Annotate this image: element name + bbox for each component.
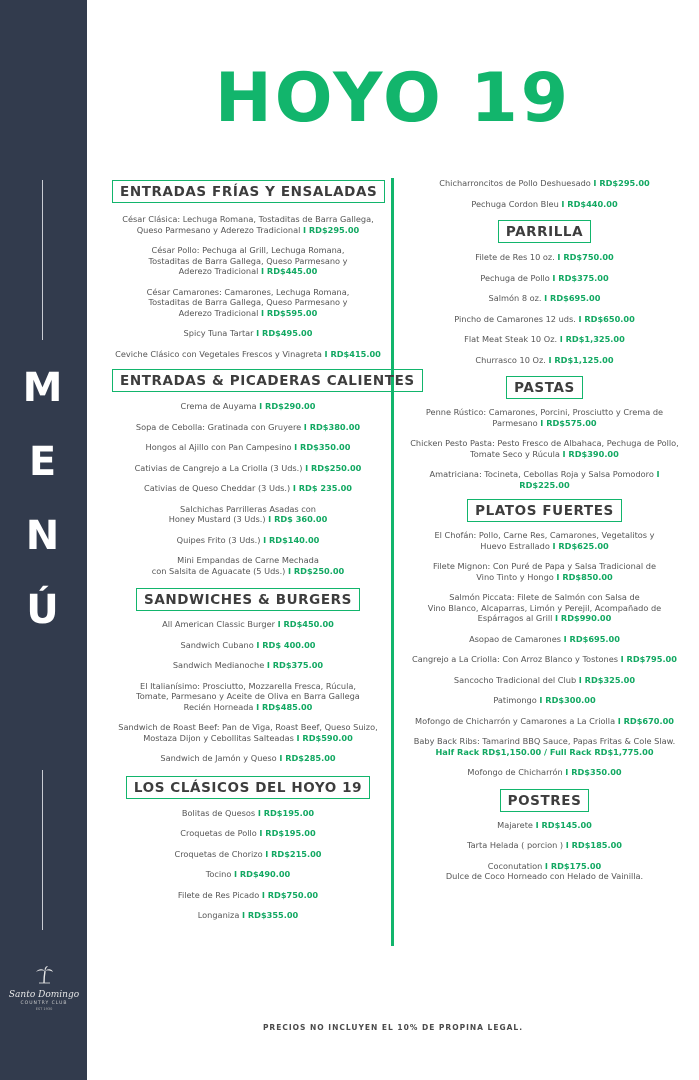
logo-script: Santo Domingo <box>8 990 80 1000</box>
menu-item: Cativias de Queso Cheddar (3 Uds.) I RD$ 235.00 <box>144 483 352 493</box>
menu-item: Pincho de Camarones 12 uds. I RD$650.00 <box>454 313 635 324</box>
menu-item: Majarete I RD$145.00 <box>497 819 592 830</box>
menu-item: Filete de Res 10 oz. I RD$750.00 <box>475 252 614 262</box>
menu-item: Asopao de Camarones I RD$695.00 <box>469 633 620 644</box>
left-column <box>112 178 415 921</box>
menu-item: Bolitas de Quesos I RD$195.00 <box>181 807 315 818</box>
menu-item: Salmón Piccata: Filete de Salmón con Salsa de Vino Blanco, Alcaparras, Limón y Perejil, Acompañado de Espárragos al Grill I RD$990.00 <box>427 592 662 623</box>
section-entradas-calientes <box>112 401 384 576</box>
menu-item: Mofongo de Chicharrón y Camarones a La Criolla I RD$670.00 <box>415 715 674 726</box>
menu-item: Pechuga Cordon Bleu I RD$440.00 <box>471 198 618 209</box>
menu-item: Spicy Tuna Tartar I RD$495.00 <box>183 328 313 338</box>
section-title-platos-fuertes: PLATOS FUERTES <box>467 499 622 522</box>
menu-item: Croquetas de Pollo I RD$195.00 <box>180 828 316 838</box>
right-column <box>403 178 686 882</box>
section-clasicos <box>112 808 384 921</box>
section-title-postres: POSTRES <box>500 789 590 812</box>
sidebar <box>0 0 87 1080</box>
section-title-sandwiches: SANDWICHES & BURGERS <box>136 588 360 611</box>
section-title-entradas-calientes: ENTRADAS & PICADERAS CALIENTES <box>112 369 423 392</box>
menu-item: Sandwich de Roast Beef: Pan de Viga, Roast Beef, Queso Suizo, Mostaza Dijon y Cebollitas Salteadas I RD$590.00 <box>118 722 378 743</box>
menu-item: Crema de Auyama I RD$290.00 <box>180 401 316 411</box>
menu-item: Coconutation I RD$175.00 Dulce de Coco Horneado con Helado de Vainilla. <box>445 860 644 881</box>
menu-item: Longaniza I RD$355.00 <box>197 910 299 920</box>
section-top-items <box>403 178 686 209</box>
menu-item: César Pollo: Pechuga al Grill, Lechuga Romana, Tostaditas de Barra Gallega, Queso Parmesano y Aderezo Tradicional I RD$445.00 <box>148 245 348 276</box>
section-entradas-frias <box>112 214 384 359</box>
club-logo <box>8 966 80 1011</box>
menu-item: All American Classic Burger I RD$450.00 <box>162 619 334 629</box>
logo-est: EST 1930 <box>35 1007 53 1011</box>
sidebar-letter: E <box>28 439 59 485</box>
sidebar-vertical-title <box>0 365 87 633</box>
menu-item: Sancocho Tradicional del Club I RD$325.00 <box>453 674 636 685</box>
section-pastas <box>403 407 686 490</box>
menu-item: Mofongo de Chicharrón I RD$350.00 <box>467 767 622 777</box>
section-parrilla <box>403 252 686 365</box>
sidebar-letter: M <box>22 365 65 411</box>
menu-item: El Italianísimo: Prosciutto, Mozzarella Fresca, Rúcula, Tomate, Parmesano y Aceite de Oliva en Barra Gallega Recién Horneada I RD$485.00 <box>136 680 360 712</box>
sidebar-divider-top <box>42 180 43 340</box>
footer-note: PRECIOS NO INCLUYEN EL 10% DE PROPINA LEGAL. <box>262 1023 524 1032</box>
menu-item: Patimongo I RD$300.00 <box>493 695 596 705</box>
section-title-entradas-frias: ENTRADAS FRÍAS Y ENSALADAS <box>112 180 385 203</box>
menu-item: Sandwich de Jamón y Queso I RD$285.00 <box>160 753 336 763</box>
section-title-clasicos: LOS CLÁSICOS DEL HOYO 19 <box>126 776 370 799</box>
menu-item: Ceviche Clásico con Vegetales Frescos y Vinagreta I RD$415.00 <box>115 348 381 359</box>
menu-item: Chicken Pesto Pasta: Pesto Fresco de Albahaca, Pechuga de Pollo, Tomate Seco y Rúcula I RD$390.00 <box>410 438 679 459</box>
menu-item: Sopa de Cebolla: Gratinada con Gruyere I RD$380.00 <box>135 421 361 432</box>
menu-item: Penne Rústico: Camarones, Porcini, Prosciutto y Crema de Parmesano I RD$575.00 <box>425 407 664 428</box>
menu-item: Churrasco 10 Oz. I RD$1,125.00 <box>475 354 614 365</box>
menu-item: Salchichas Parrilleras Asadas con Honey Mustard (3 Uds.) I RD$ 360.00 <box>168 503 328 524</box>
menu-item: Chicharroncitos de Pollo Deshuesado I RD$295.00 <box>439 178 650 188</box>
menu-item: Baby Back Ribs: Tamarind BBQ Sauce, Papas Fritas & Cole Slaw. Half Rack RD$1,150.00 / Full Rack RD$1,775.00 <box>413 736 676 757</box>
column-divider <box>391 178 394 946</box>
menu-item: Filete de Res Picado I RD$750.00 <box>177 889 319 900</box>
sidebar-divider-bottom <box>42 770 43 930</box>
section-title-parrilla: PARRILLA <box>498 220 591 243</box>
menu-item: Pechuga de Pollo I RD$375.00 <box>480 272 609 283</box>
logo-subtitle: COUNTRY CLUB <box>20 1001 68 1006</box>
menu-item: Tocino I RD$490.00 <box>205 869 291 879</box>
menu-item: Quipes Frito (3 Uds.) I RD$140.00 <box>176 534 320 545</box>
menu-item: Cangrejo a La Criolla: Con Arroz Blanco y Tostones I RD$795.00 <box>412 654 677 664</box>
page-title: HOYO 19 <box>214 59 572 138</box>
menu-item: César Clásica: Lechuga Romana, Tostaditas de Barra Gallega, Queso Parmesano y Aderezo Tradicional I RD$295.00 <box>122 214 374 235</box>
section-platos-fuertes <box>403 530 686 778</box>
section-title-pastas: PASTAS <box>506 376 583 399</box>
menu-item: Filete Mignon: Con Puré de Papa y Salsa Tradicional de Vino Tinto y Hongo I RD$850.00 <box>433 561 656 582</box>
menu-item: César Camarones: Camarones, Lechuga Romana, Tostaditas de Barra Gallega, Queso Parmesano y Aderezo Tradicional I RD$595.00 <box>146 286 350 318</box>
menu-item: Hongos al Ajillo con Pan Campesino I RD$350.00 <box>145 442 351 452</box>
palm-tree-icon <box>34 966 54 984</box>
menu-item: Flat Meat Steak 10 Oz. I RD$1,325.00 <box>464 334 625 344</box>
menu-item: Sandwich Cubano I RD$ 400.00 <box>180 639 316 650</box>
menu-item: Salmón 8 oz. I RD$695.00 <box>488 293 601 303</box>
section-postres <box>403 820 686 882</box>
menu-item: Cativias de Cangrejo a La Criolla (3 Uds.) I RD$250.00 <box>134 462 362 473</box>
menu-item: Croquetas de Chorizo I RD$215.00 <box>174 848 322 859</box>
sidebar-letter: N <box>25 513 62 559</box>
menu-item: Tarta Helada ( porcion ) I RD$185.00 <box>466 840 623 850</box>
menu-item: El Chofán: Pollo, Carne Res, Camarones, Vegetalitos y Huevo Estrallado I RD$625.00 <box>434 530 655 551</box>
section-sandwiches <box>112 619 384 764</box>
menu-item: Mini Empandas de Carne Mechada con Salsita de Aguacate (5 Uds.) I RD$250.00 <box>151 555 345 576</box>
menu-item: Amatriciana: Tocineta, Cebollas Roja y Salsa Pomodoro I RD$225.00 <box>429 469 660 490</box>
sidebar-letter: Ú <box>26 587 61 633</box>
menu-item: Sandwich Medianoche I RD$375.00 <box>172 660 324 670</box>
